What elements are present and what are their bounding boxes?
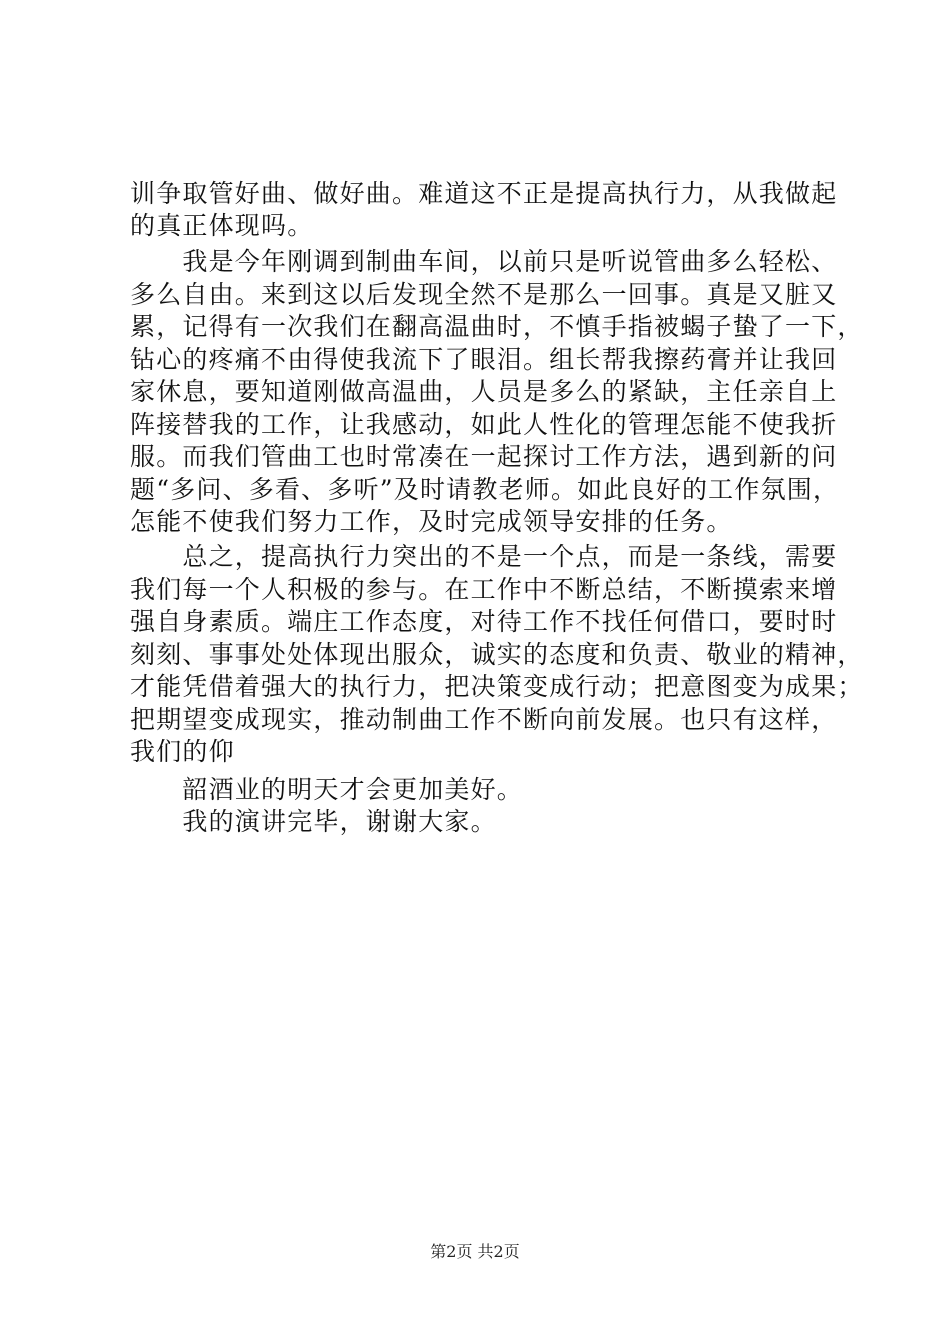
text-line-10: 题“多问、多看、多听”及时请教老师。如此良好的工作氛围， [130,475,840,504]
text-line-15: 刻刻、事事处处体现出服众，诚实的态度和负责、敬业的精神， [130,640,864,669]
text-line-8: 阵接替我的工作，让我感动，如此人性化的管理怎能不使我折 [130,410,838,439]
text-line-9: 服。而我们管曲工也时常凑在一起探讨工作方法，遇到新的问 [130,442,838,471]
page-footer: 第2页 共2页 [430,1242,520,1261]
text-line-1: 训争取管好曲、做好曲。难道这不正是提高执行力，从我做起 [130,179,838,208]
text-line-7: 家休息，要知道刚做高温曲，人员是多么的紧缺，主任亲自上 [130,377,838,406]
text-line-18: 我们的仰 [130,737,235,766]
text-line-11: 怎能不使我们努力工作，及时完成领导安排的任务。 [130,507,733,536]
text-line-17: 把期望变成现实，推动制曲工作不断向前发展。也只有这样， [130,705,838,734]
text-line-20: 我的演讲完毕，谢谢大家。 [130,807,497,836]
text-line-2: 的真正体现吗。 [130,211,314,240]
text-line-19: 韶酒业的明天才会更加美好。 [130,775,524,804]
text-line-5: 累，记得有一次我们在翻高温曲时，不慎手指被蝎子蛰了一下， [130,312,864,341]
text-line-12: 总之，提高执行力突出的不是一个点，而是一条线，需要 [130,542,838,571]
text-line-4: 多么自由。来到这以后发现全然不是那么一回事。真是又脏又 [130,280,838,309]
text-line-13: 我们每一个人积极的参与。在工作中不断总结，不断摸索来增 [130,575,838,604]
text-line-3: 我是今年刚调到制曲车间，以前只是听说管曲多么轻松、 [130,247,838,276]
text-line-6: 钻心的疼痛不由得使我流下了眼泪。组长帮我擦药膏并让我回 [130,345,838,374]
text-line-14: 强自身素质。端庄工作态度，对待工作不找任何借口，要时时 [130,607,838,636]
text-line-16: 才能凭借着强大的执行力，把决策变成行动；把意图变为成果； [130,672,864,701]
